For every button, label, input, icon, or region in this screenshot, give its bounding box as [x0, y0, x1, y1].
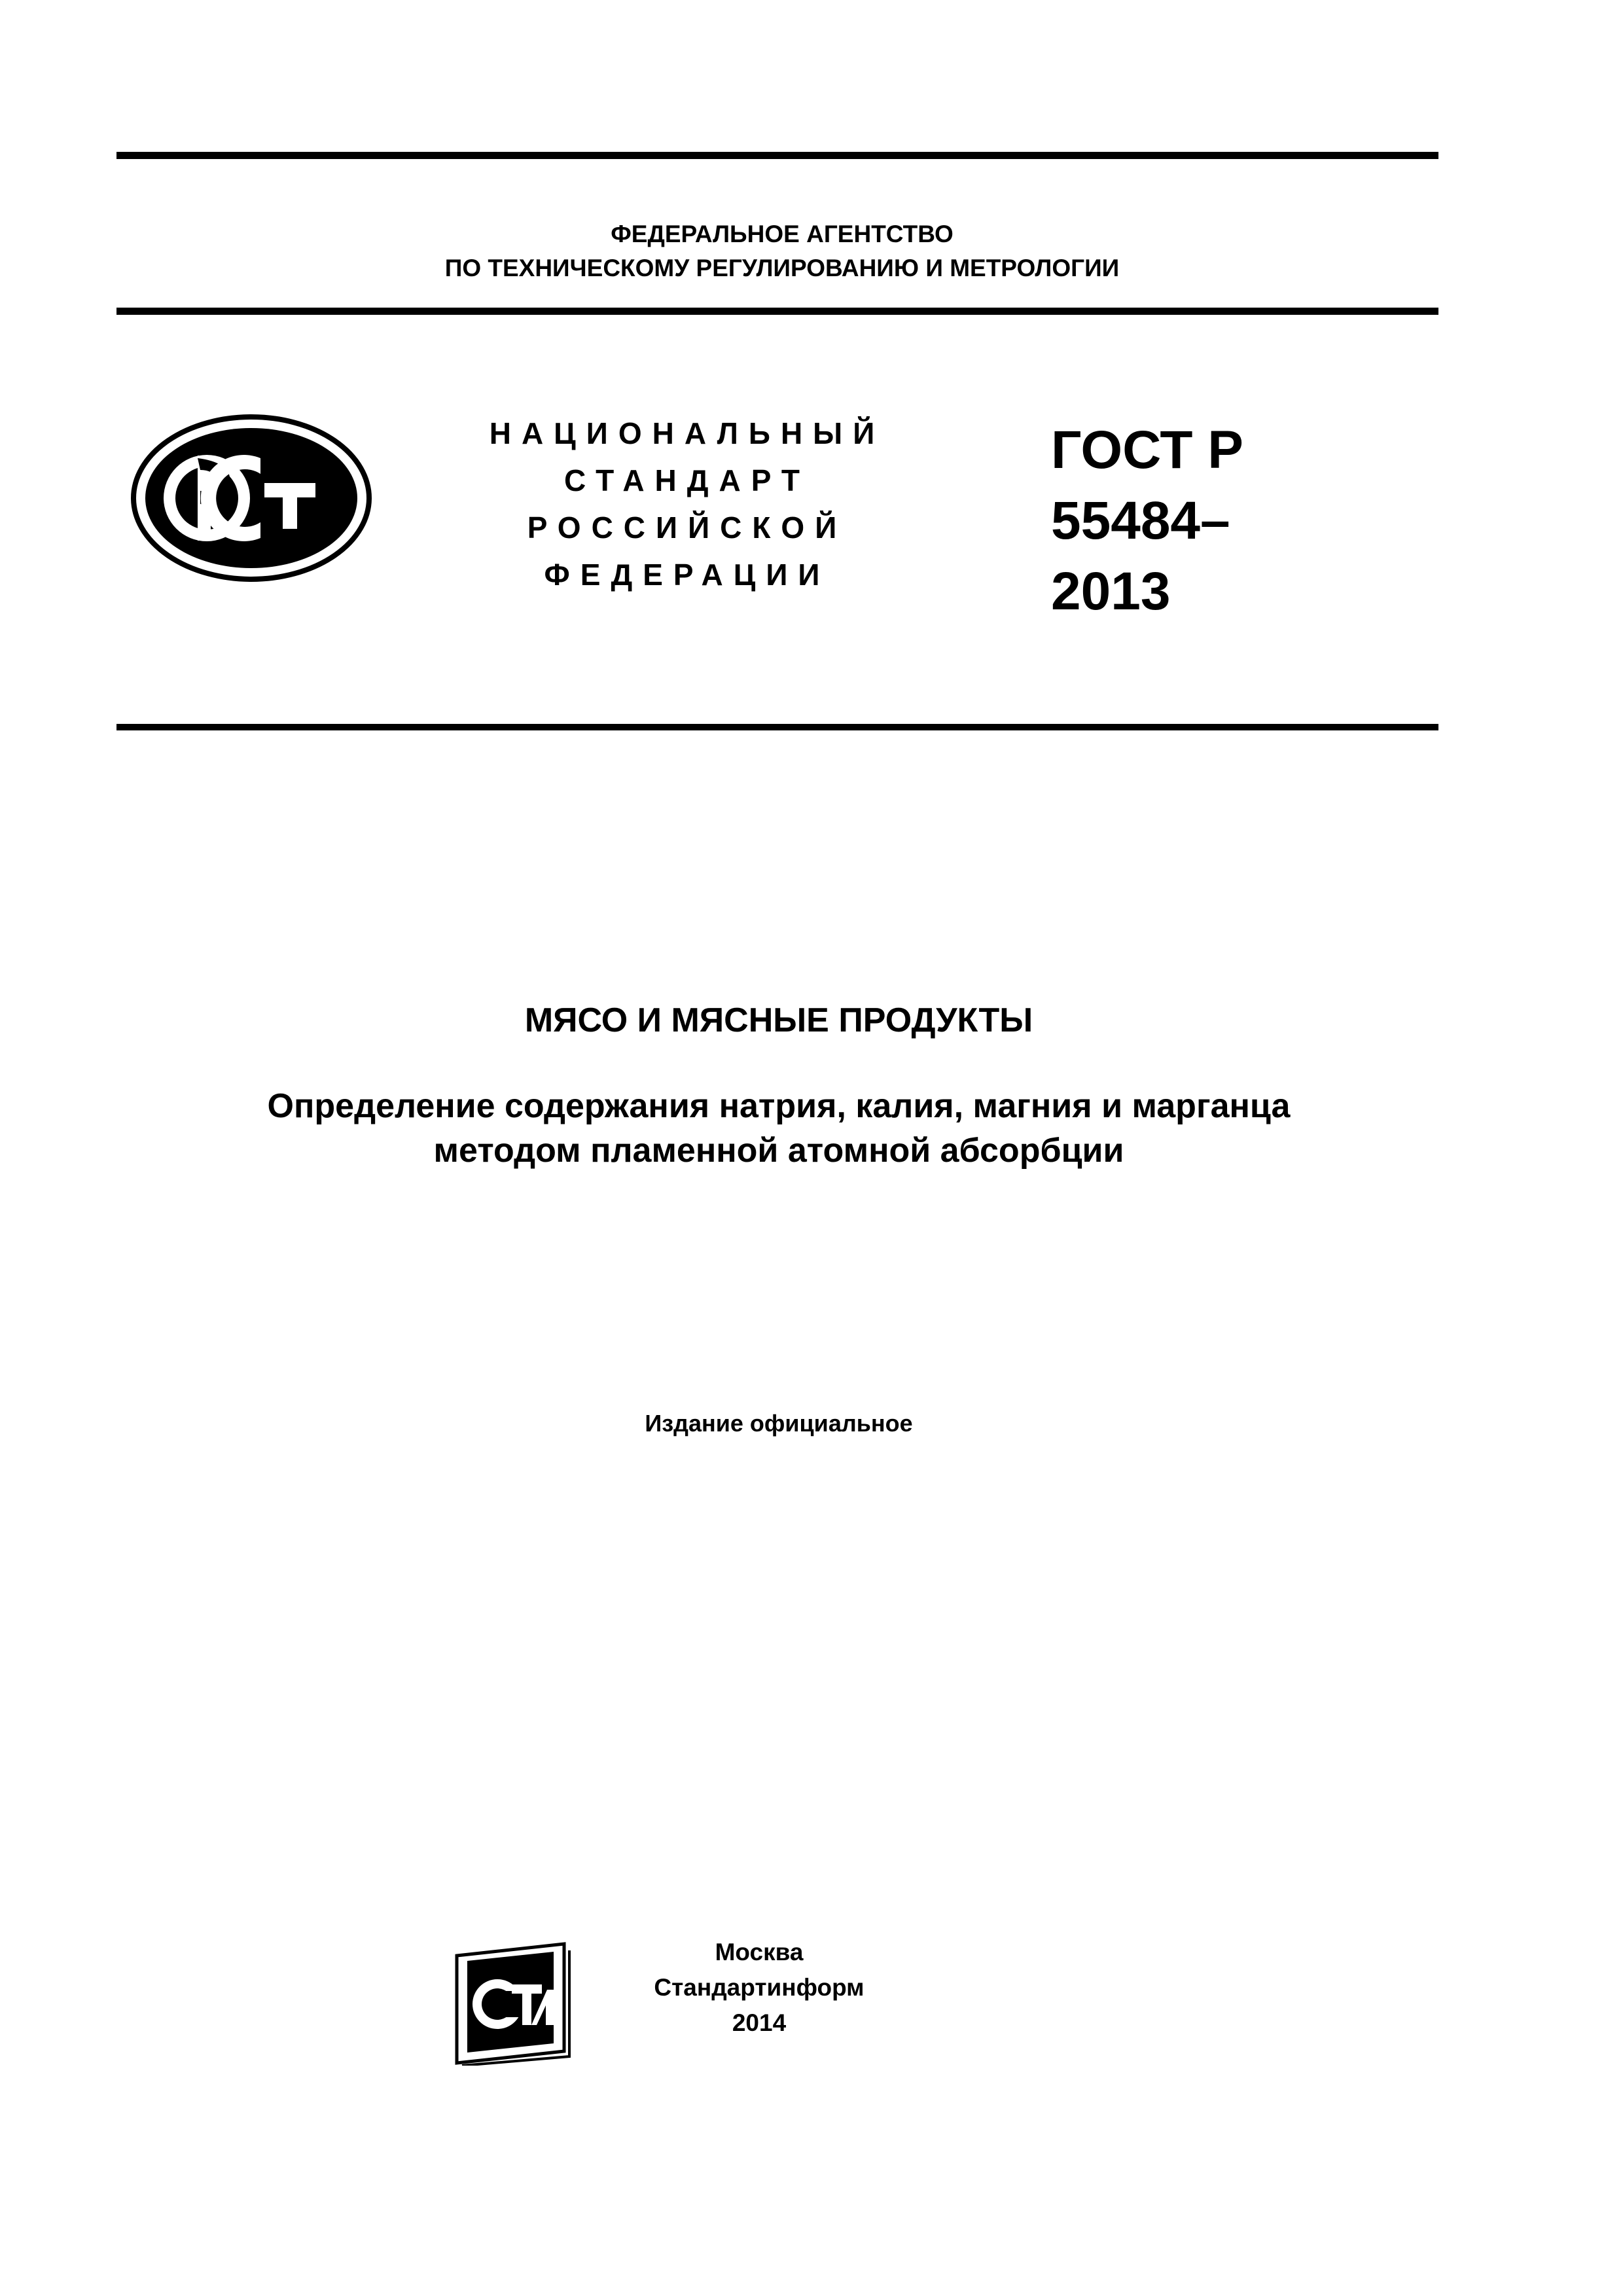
national-line-3: РОССИЙСКОЙ [527, 511, 847, 545]
header-bottom-rule [116, 308, 1438, 315]
subtitle-line-2: методом пламенной атомной абсорбции [433, 1132, 1124, 1170]
publication-year: 2014 [732, 2009, 787, 2036]
gost-line-1: ГОСТ Р [1051, 420, 1243, 480]
publisher-name: Стандартинформ [654, 1974, 865, 2001]
rst-certification-logo-icon [130, 412, 373, 584]
publisher-city: Москва [715, 1939, 804, 1965]
publisher-block [648, 1935, 870, 2041]
agency-line-1: ФЕДЕРАЛЬНОЕ АГЕНТСТВО [611, 221, 954, 247]
agency-name [0, 217, 1564, 285]
gost-line-2: 55484– [1051, 491, 1230, 550]
national-line-4: ФЕДЕРАЦИИ [544, 558, 830, 592]
top-rule [116, 152, 1438, 159]
agency-line-2: ПО ТЕХНИЧЕСКОМУ РЕГУЛИРОВАНИЮ И МЕТРОЛОГИИ [444, 255, 1120, 281]
document-title: МЯСО И МЯСНЫЕ ПРОДУКТЫ [524, 1001, 1033, 1039]
gost-line-3: 2013 [1051, 562, 1171, 621]
national-line-1: НАЦИОНАЛЬНЫЙ [489, 416, 885, 450]
document-subtitle [0, 1084, 1558, 1173]
official-edition-label: Издание официальное [645, 1410, 913, 1437]
standartinform-sti-logo-icon [449, 1941, 580, 2066]
national-standard-label [458, 410, 916, 598]
gost-designation [1051, 415, 1243, 627]
subtitle-line-1: Определение содержания натрия, калия, магния и марганца [267, 1087, 1291, 1125]
standard-block-bottom-rule [116, 724, 1438, 730]
national-line-2: СТАНДАРТ [564, 463, 810, 497]
